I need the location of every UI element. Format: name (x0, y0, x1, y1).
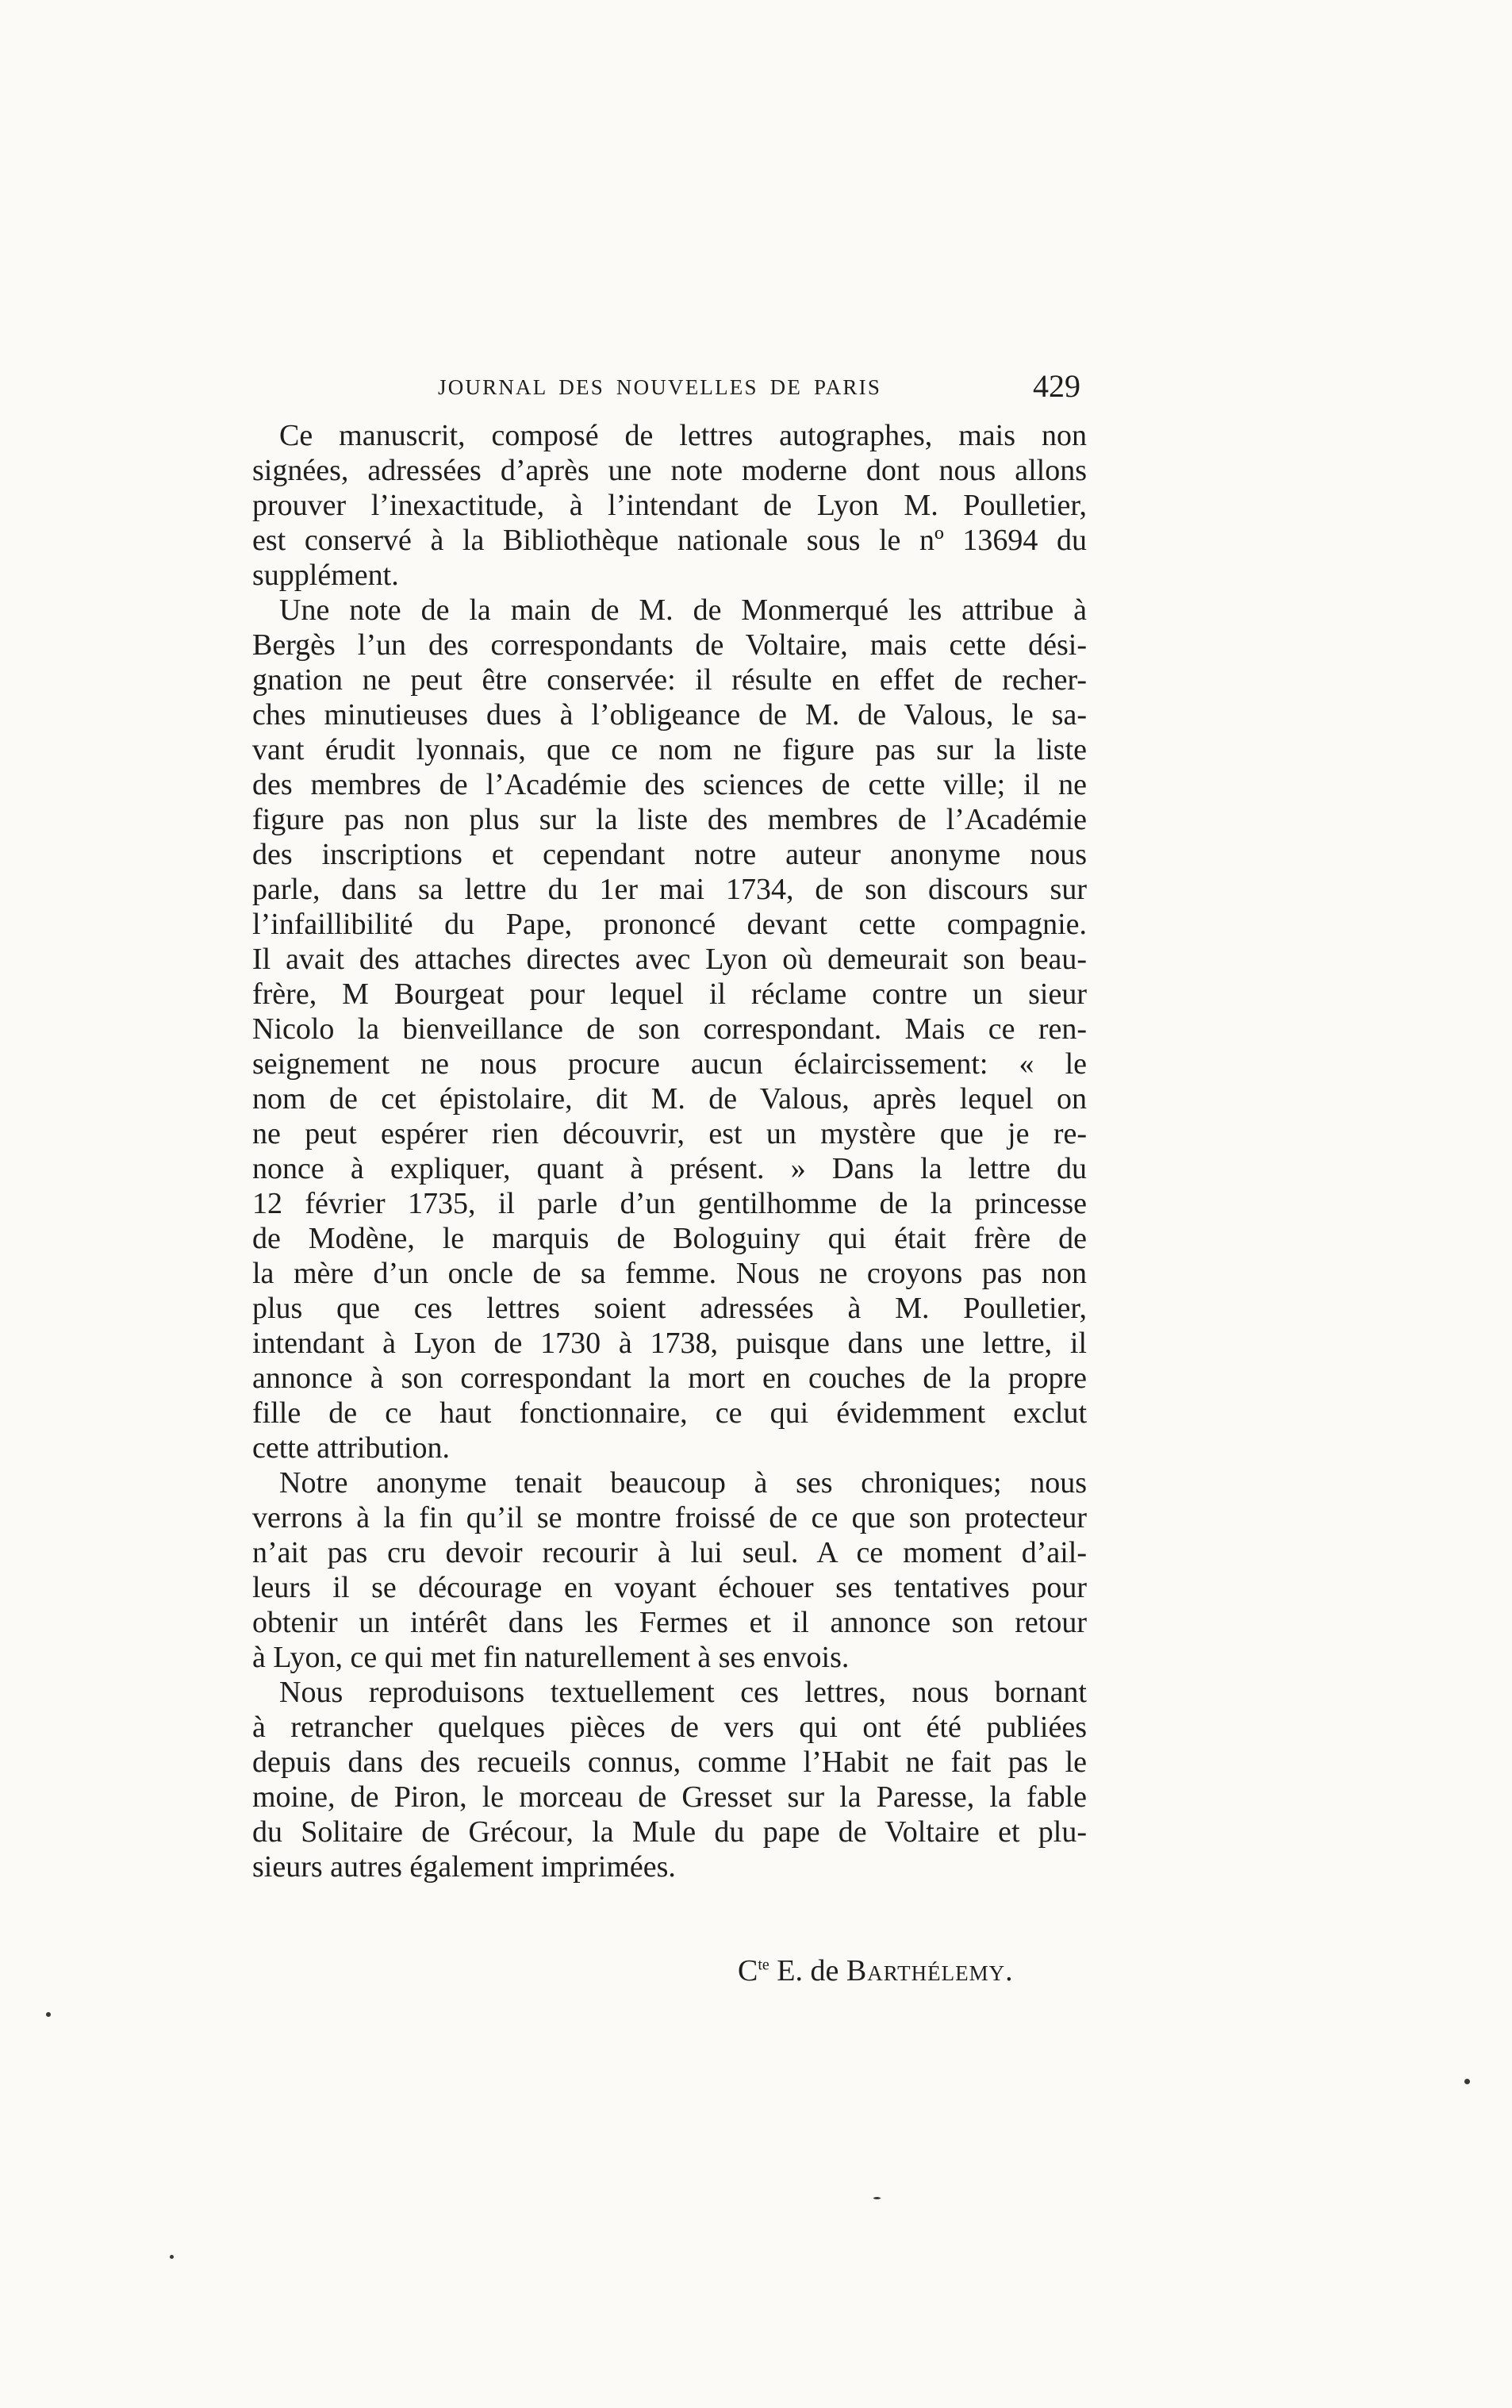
running-title: JOURNAL DES NOUVELLES DE PARIS (438, 375, 882, 399)
paragraph (252, 418, 1087, 593)
text-line: des inscriptions et cependant notre auteur anonyme nous (252, 838, 1087, 871)
text-line: annonce à son correspondant la mort en couches de la propre (252, 1361, 1087, 1395)
text-line: Nous reproduisons textuellement ces lettres, nous bornant (279, 1676, 1087, 1709)
signature-title (738, 1954, 769, 1987)
text-line: nonce à expliquer, quant à présent. » Dans la lettre du (252, 1152, 1087, 1185)
text-line: nom de cet épistolaire, dit M. de Valous, après lequel on (252, 1082, 1087, 1116)
text-line: Notre anonyme tenait beaucoup à ses chroniques; nous (279, 1466, 1087, 1500)
text-line: plus que ces lettres soient adressées à M. Poulletier, (252, 1292, 1087, 1325)
signature-title-letter: C (738, 1954, 758, 1987)
signature-surname: Barthélemy. (846, 1954, 1014, 1987)
text-line: parle, dans sa lettre du 1er mai 1734, de son discours sur (252, 873, 1087, 906)
text-line: Nicolo la bienveillance de son correspondant. Mais ce ren- (252, 1012, 1087, 1046)
text-line: ches minutieuses dues à l’obligeance de M. de Valous, le sa- (252, 698, 1087, 732)
text-line: 12 février 1735, il parle d’un gentilhomme de la princesse (252, 1187, 1087, 1220)
text-line: cette attribution. (252, 1431, 451, 1465)
text-line: seignement ne nous procure aucun éclaircissement: « le (252, 1047, 1087, 1081)
text-line: à Lyon, ce qui met fin naturellement à ses envois. (252, 1641, 850, 1674)
text-line: du Solitaire de Grécour, la Mule du pape de Voltaire et plu- (252, 1815, 1087, 1849)
ink-speck (1464, 2079, 1470, 2084)
text-line: l’infaillibilité du Pape, prononcé devant cette compagnie. (252, 908, 1087, 941)
paragraph (252, 1465, 1087, 1675)
text-line: intendant à Lyon de 1730 à 1738, puisque dans une lettre, il (252, 1327, 1087, 1360)
text-line: des membres de l’Académie des sciences de cette ville; il ne (252, 768, 1087, 801)
text-line: signées, adressées d’après une note moderne dont nous allons (252, 454, 1087, 487)
text-line: supplément. (252, 559, 399, 592)
text-line: Bergès l’un des correspondants de Voltaire, mais cette dési- (252, 628, 1087, 662)
signature-title-superscript: te (758, 1956, 769, 1974)
ink-speck (170, 2255, 174, 2259)
text-line: Il avait des attaches directes avec Lyon où demeurait son beau- (252, 943, 1087, 976)
text-line: ne peut espérer rien découvrir, est un mystère que je re- (252, 1117, 1087, 1150)
text-line: fille de ce haut fonctionnaire, ce qui évidemment exclut (252, 1396, 1087, 1430)
text-line: leurs il se décourage en voyant échouer ses tentatives pour (252, 1571, 1087, 1604)
text-line: sieurs autres également imprimées. (252, 1850, 676, 1884)
ink-speck (873, 2197, 881, 2199)
body-text (252, 418, 1087, 1884)
text-line: figure pas non plus sur la liste des membres de l’Académie (252, 803, 1087, 836)
page-number: 429 (1033, 368, 1080, 404)
paragraph (252, 1675, 1087, 1884)
ink-speck (46, 2012, 51, 2017)
text-line: est conservé à la Bibliothèque nationale sous le nº 13694 du (252, 524, 1087, 557)
text-line: prouver l’inexactitude, à l’intendant de Lyon M. Poulletier, (252, 489, 1087, 522)
text-line: obtenir un intérêt dans les Fermes et il annonce son retour (252, 1606, 1087, 1639)
text-line: gnation ne peut être conservée: il résulte en effet de recher- (252, 663, 1087, 697)
signature (738, 1953, 1103, 1993)
text-line: de Modène, le marquis de Bologuiny qui était frère de (252, 1222, 1087, 1255)
page-header (438, 367, 1080, 415)
text-line: moine, de Piron, le morceau de Gresset sur la Paresse, la fable (252, 1780, 1087, 1814)
text-line: frère, M Bourgeat pour lequel il réclame contre un sieur (252, 977, 1087, 1011)
text-line: à retrancher quelques pièces de vers qui ont été publiées (252, 1711, 1087, 1744)
text-line: la mère d’un oncle de sa femme. Nous ne croyons pas non (252, 1257, 1087, 1290)
text-line: Une note de la main de M. de Monmerqué les attribue à (279, 593, 1087, 627)
text-line: Ce manuscrit, composé de lettres autographes, mais non (279, 419, 1087, 452)
text-line: n’ait pas cru devoir recourir à lui seul. A ce moment d’ail- (252, 1536, 1087, 1569)
paragraph (252, 593, 1087, 1465)
signature-initial: E. de (777, 1954, 839, 1987)
text-line: vant érudit lyonnais, que ce nom ne figure pas sur la liste (252, 733, 1087, 766)
text-line: depuis dans des recueils connus, comme l’Habit ne fait pas le (252, 1746, 1087, 1779)
text-line: verrons à la fin qu’il se montre froissé de ce que son protecteur (252, 1501, 1087, 1534)
